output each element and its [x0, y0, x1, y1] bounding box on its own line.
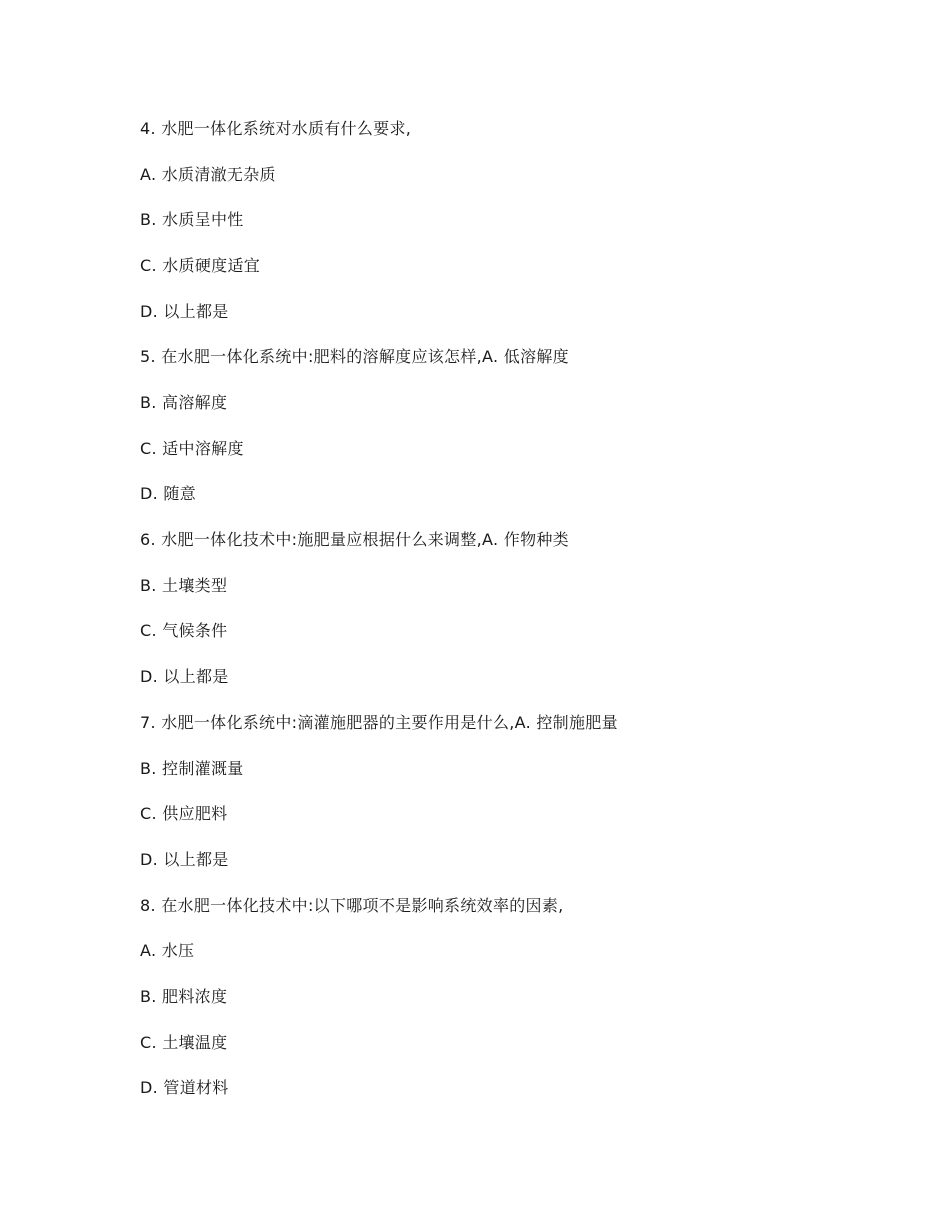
question-4-option-b: B. 水质呈中性	[140, 210, 244, 229]
question-8-option-b: B. 肥料浓度	[140, 987, 228, 1006]
question-4-option-c: C. 水质硬度适宜	[140, 256, 261, 275]
question-8-stem: 8. 在水肥一体化技术中:以下哪项不是影响系统效率的因素,	[140, 896, 564, 915]
question-4-stem: 4. 水肥一体化系统对水质有什么要求,	[140, 119, 412, 138]
question-7-option-b: B. 控制灌溉量	[140, 759, 244, 778]
question-4-option-a: A. 水质清澈无杂质	[140, 165, 276, 184]
question-6-stem: 6. 水肥一体化技术中:施肥量应根据什么来调整,A. 作物种类	[140, 530, 569, 549]
question-6-option-d: D. 以上都是	[140, 667, 229, 686]
question-7-option-c: C. 供应肥料	[140, 804, 228, 823]
question-4-option-d: D. 以上都是	[140, 302, 229, 321]
question-7-option-d: D. 以上都是	[140, 850, 229, 869]
question-8-option-c: C. 土壤温度	[140, 1033, 228, 1052]
question-5-option-d: D. 随意	[140, 484, 196, 503]
question-5-stem: 5. 在水肥一体化系统中:肥料的溶解度应该怎样,A. 低溶解度	[140, 347, 569, 366]
question-7-stem: 7. 水肥一体化系统中:滴灌施肥器的主要作用是什么,A. 控制施肥量	[140, 713, 618, 732]
question-5-option-b: B. 高溶解度	[140, 393, 228, 412]
question-8-option-a: A. 水压	[140, 941, 195, 960]
question-6-option-c: C. 气候条件	[140, 621, 228, 640]
question-8-option-d: D. 管道材料	[140, 1078, 229, 1097]
question-5-option-c: C. 适中溶解度	[140, 439, 244, 458]
question-6-option-b: B. 土壤类型	[140, 576, 228, 595]
